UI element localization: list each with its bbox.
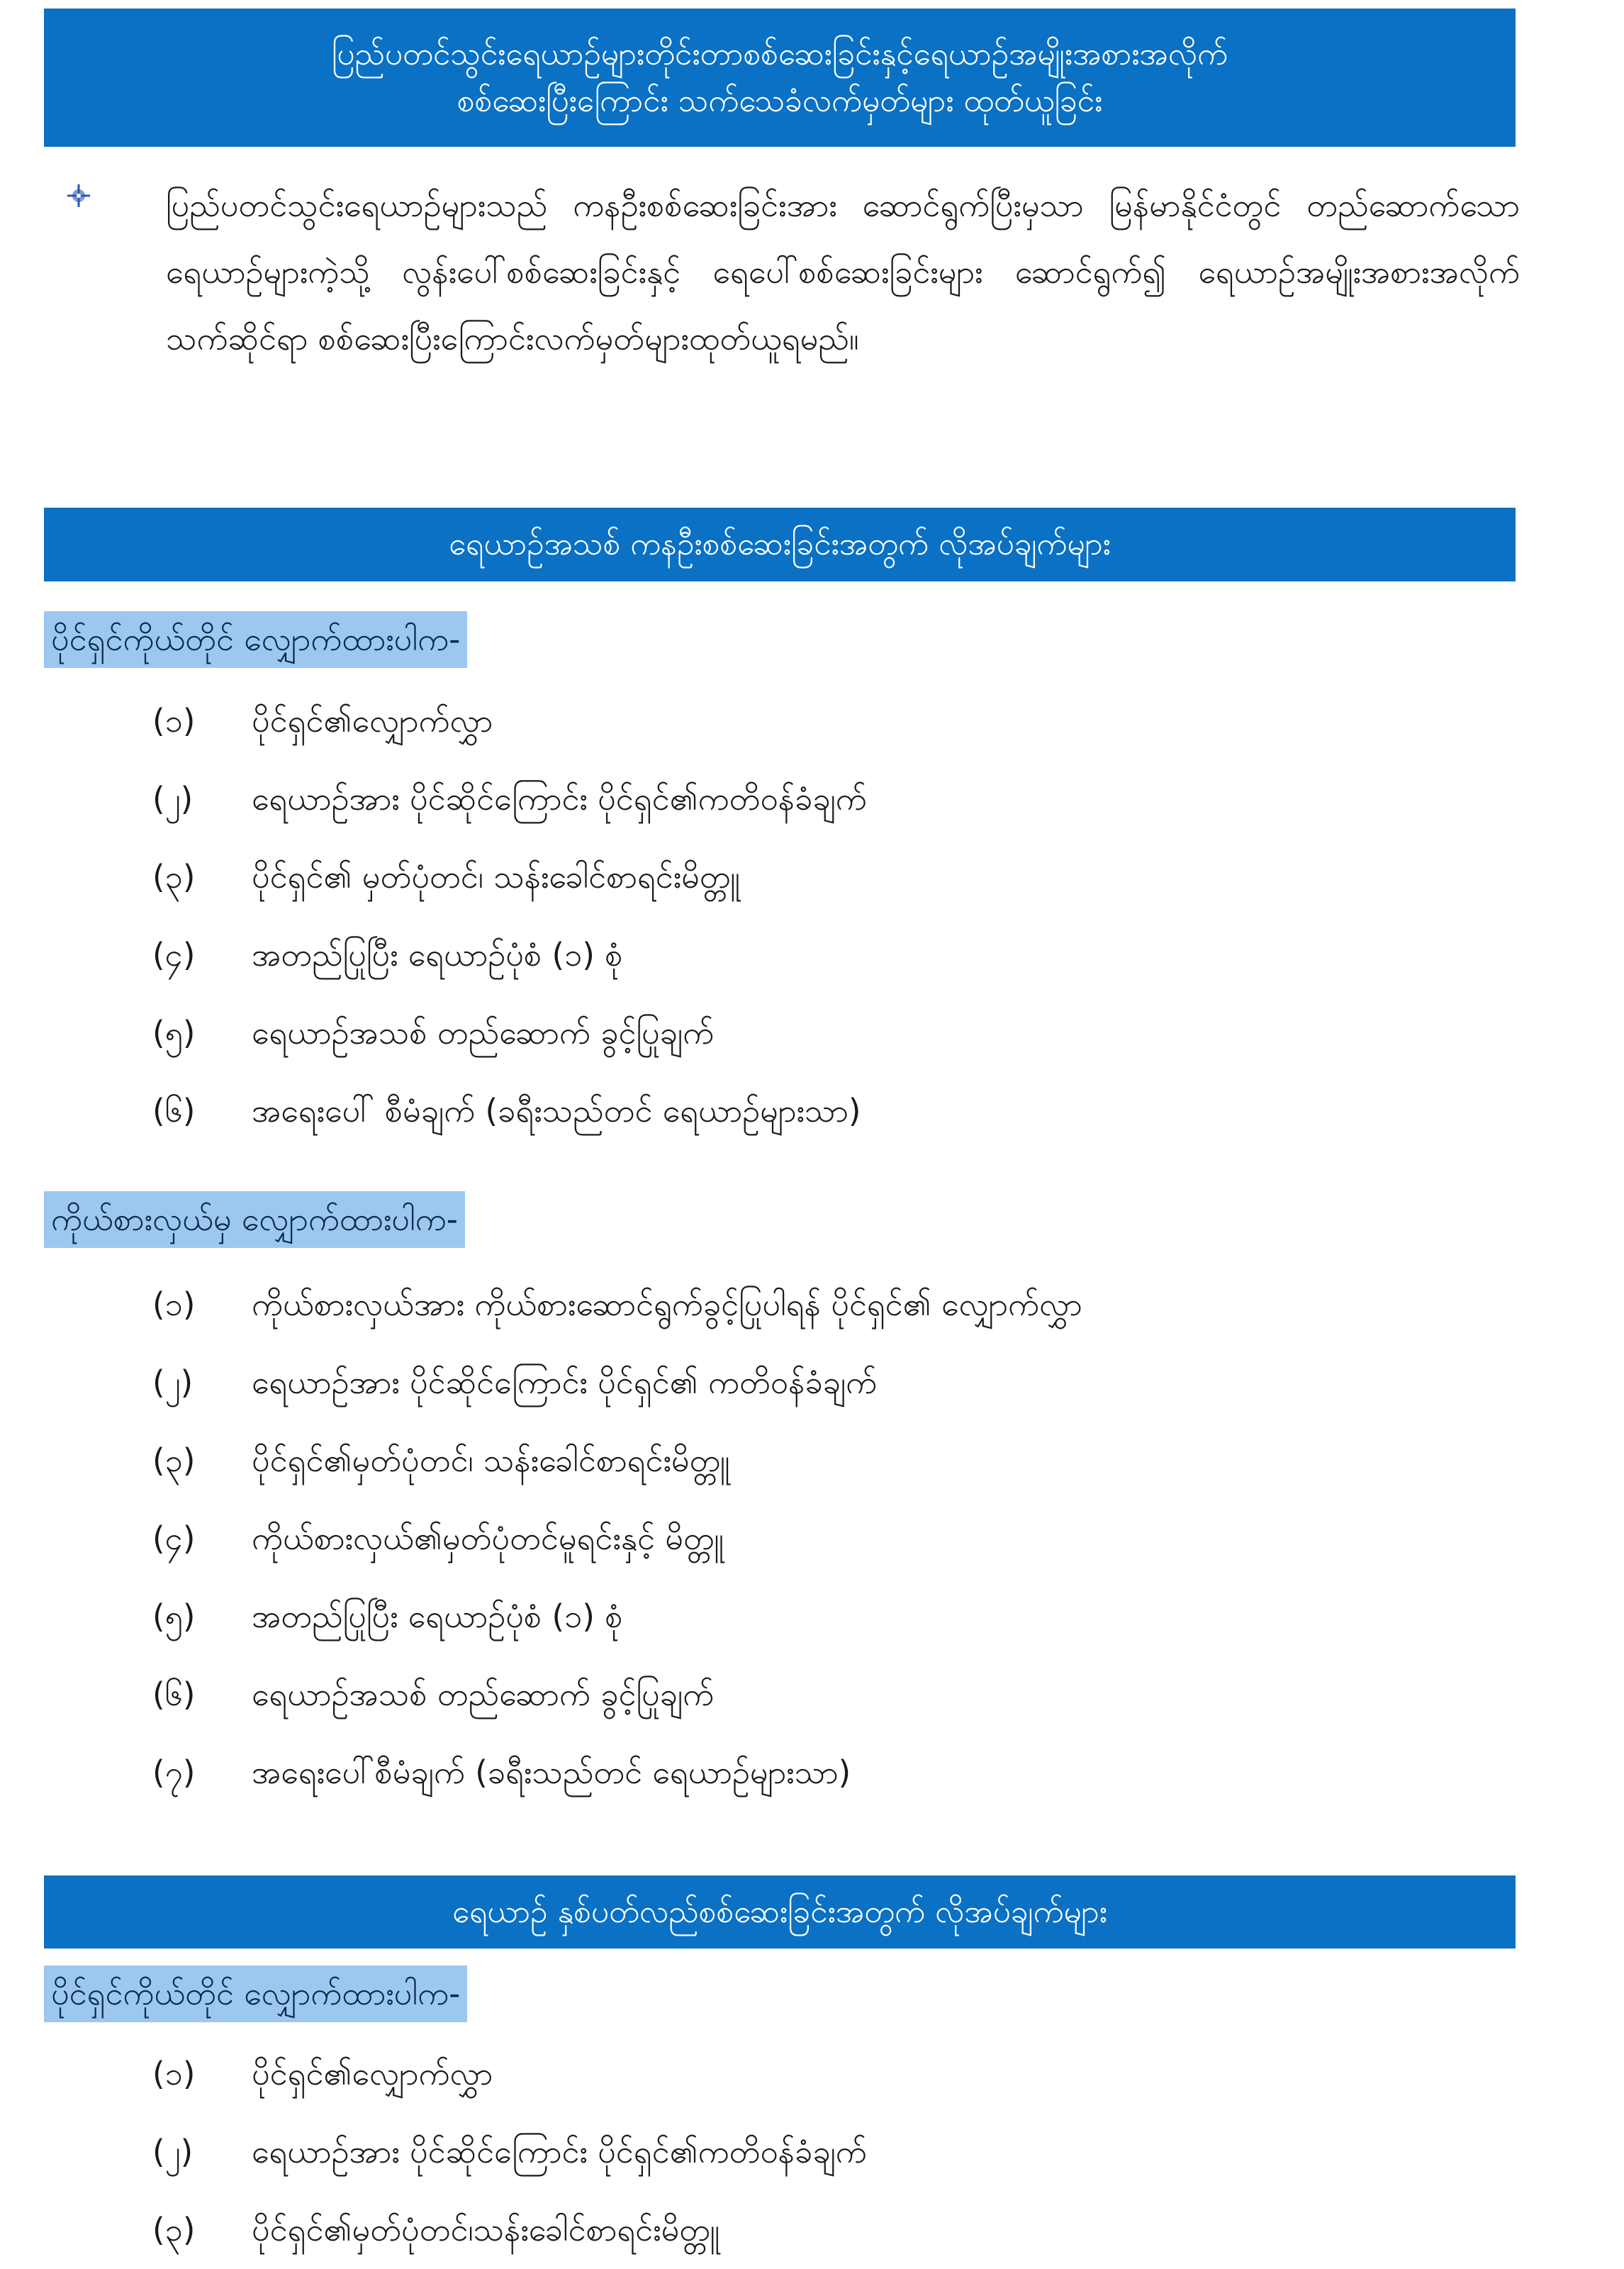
- item-number: (၁): [152, 702, 196, 740]
- list-item: [152, 838, 867, 916]
- item-text: ရေယာဉ်အသစ် တည်ဆောက် ခွင့်ပြုချက်: [252, 1014, 715, 1052]
- section-2-owner-list: [152, 2035, 867, 2269]
- item-number: (၄): [152, 936, 196, 974]
- page-title-line-2: စစ်ဆေးပြီးကြောင်း သက်သေခံလက်မှတ်များ ထုတ်ယူခြင်း: [457, 82, 1103, 119]
- section-2-heading: [44, 1875, 1516, 1949]
- item-number: (၆): [152, 1676, 196, 1713]
- item-number: (၆): [152, 1092, 196, 1130]
- intro-text: ပြည်ပတင်သွင်းရေယာဉ်များသည် ကနဦးစစ်ဆေးခြင်းအား ဆောင်ရွက်ပြီးမှသာ မြန်မာနိုင်ငံတွင် တည်ဆောက်သော ရေယာဉ်များကဲ့သို့ လွန်းပေါ်စစ်ဆေးခြင်းနှင့် ရေပေါ်စစ်ဆေးခြင်းများ ဆောင်ရွက်၍ ရေယာဉ်အမျိုးအစားအလိုက် သက်ဆိုင်ရာ စစ်ဆေးပြီးကြောင်းလက်မှတ်များထုတ်ယူရမည်။: [166, 186, 1520, 357]
- item-text: ပိုင်ရှင်၏ မှတ်ပုံတင်၊ သန်းခေါင်စာရင်းမိတ္တူ: [252, 858, 740, 896]
- item-text: ပိုင်ရှင်၏လျှောက်လွှာ: [252, 2055, 493, 2092]
- list-item: [152, 1344, 1082, 1422]
- item-text: ပိုင်ရှင်၏မှတ်ပုံတင်၊ သန်းခေါင်စာရင်းမိတ္တူ: [252, 1442, 730, 1479]
- list-item: [152, 1422, 1082, 1500]
- section-1-title: ရေယာဉ်အသစ် ကနဦးစစ်ဆေးခြင်းအတွက် လိုအပ်ချက်များ: [449, 526, 1111, 562]
- section-2-owner-label: ပိုင်ရှင်ကိုယ်တိုင် လျှောက်ထားပါက-: [44, 1966, 467, 2022]
- list-item: [152, 1734, 1082, 1812]
- list-item: [152, 2113, 867, 2191]
- item-text: အတည်ပြုပြီး ရေယာဉ်ပုံစံ (၁) စုံ: [252, 1598, 623, 1635]
- section-2-title: ရေယာဉ် နှစ်ပတ်လည်စစ်ဆေးခြင်းအတွက် လိုအပ်ချက်များ: [452, 1893, 1107, 1930]
- item-number: (၅): [152, 1598, 196, 1635]
- item-number: (၃): [152, 858, 196, 896]
- item-text: အရေးပေါ်စီမံချက် (ခရီးသည်တင် ရေယာဉ်များသာ): [252, 1754, 851, 1791]
- item-text: ရေယာဉ်အား ပိုင်ဆိုင်ကြောင်း ပိုင်ရှင်၏ကတိဝန်ခံချက်: [252, 780, 867, 818]
- list-item: [152, 1578, 1082, 1656]
- list-item: [152, 1072, 867, 1150]
- item-number: (၄): [152, 1520, 196, 1557]
- list-item: [152, 1656, 1082, 1734]
- list-item: [152, 760, 867, 838]
- intro-paragraph-block: [67, 172, 1520, 372]
- item-number: (၂): [152, 780, 194, 818]
- list-item: [152, 1500, 1082, 1578]
- item-text: ပိုင်ရှင်၏မှတ်ပုံတင်၊သန်းခေါင်စာရင်းမိတ္တူ: [252, 2211, 720, 2248]
- item-number: (၂): [152, 1364, 194, 1401]
- list-item: [152, 994, 867, 1072]
- item-number: (၁): [152, 1286, 196, 1323]
- item-number: (၁): [152, 2055, 196, 2092]
- item-text: အတည်ပြုပြီး ရေယာဉ်ပုံစံ (၁) စုံ: [252, 936, 623, 974]
- list-item: [152, 682, 867, 760]
- item-text: ကိုယ်စားလှယ်အား ကိုယ်စားဆောင်ရွက်ခွင့်ပြုပါရန် ပိုင်ရှင်၏ လျှောက်လွှာ: [252, 1286, 1082, 1323]
- item-text: ရေယာဉ်အသစ် တည်ဆောက် ခွင့်ပြုချက်: [252, 1676, 715, 1713]
- item-text: ပိုင်ရှင်၏လျှောက်လွှာ: [252, 702, 493, 740]
- item-text: ကိုယ်စားလှယ်၏မှတ်ပုံတင်မူရင်းနှင့် မိတ္တူ: [252, 1520, 724, 1557]
- page-title-banner: [44, 9, 1516, 147]
- item-text: အရေးပေါ် စီမံချက် (ခရီးသည်တင် ရေယာဉ်များသာ): [252, 1092, 861, 1130]
- list-item: [152, 1266, 1082, 1344]
- item-number: (၇): [152, 1754, 196, 1791]
- item-text: ရေယာဉ်အား ပိုင်ဆိုင်ကြောင်း ပိုင်ရှင်၏ကတိဝန်ခံချက်: [252, 2133, 867, 2170]
- item-number: (၃): [152, 2211, 196, 2248]
- item-number: (၂): [152, 2133, 194, 2170]
- section-1-agent-list: [152, 1266, 1082, 1812]
- section-1-owner-label: ပိုင်ရှင်ကိုယ်တိုင် လျှောက်ထားပါက-: [44, 611, 467, 668]
- list-item: [152, 2035, 867, 2113]
- page-title-line-1: ပြည်ပတင်သွင်းရေယာဉ်များတိုင်းတာစစ်ဆေးခြင်းနှင့်ရေယာဉ်အမျိုးအစားအလိုက်: [331, 35, 1228, 72]
- item-number: (၅): [152, 1014, 196, 1052]
- section-1-heading: [44, 508, 1516, 581]
- list-item: [152, 2191, 867, 2269]
- list-item: [152, 916, 867, 994]
- item-number: (၃): [152, 1442, 196, 1479]
- crosshair-bullet-icon: [67, 184, 91, 208]
- section-1-agent-label: ကိုယ်စားလှယ်မှ လျှောက်ထားပါက-: [44, 1191, 465, 1248]
- item-text: ရေယာဉ်အား ပိုင်ဆိုင်ကြောင်း ပိုင်ရှင်၏ ကတိဝန်ခံချက်: [252, 1364, 878, 1401]
- section-1-owner-list: [152, 682, 867, 1150]
